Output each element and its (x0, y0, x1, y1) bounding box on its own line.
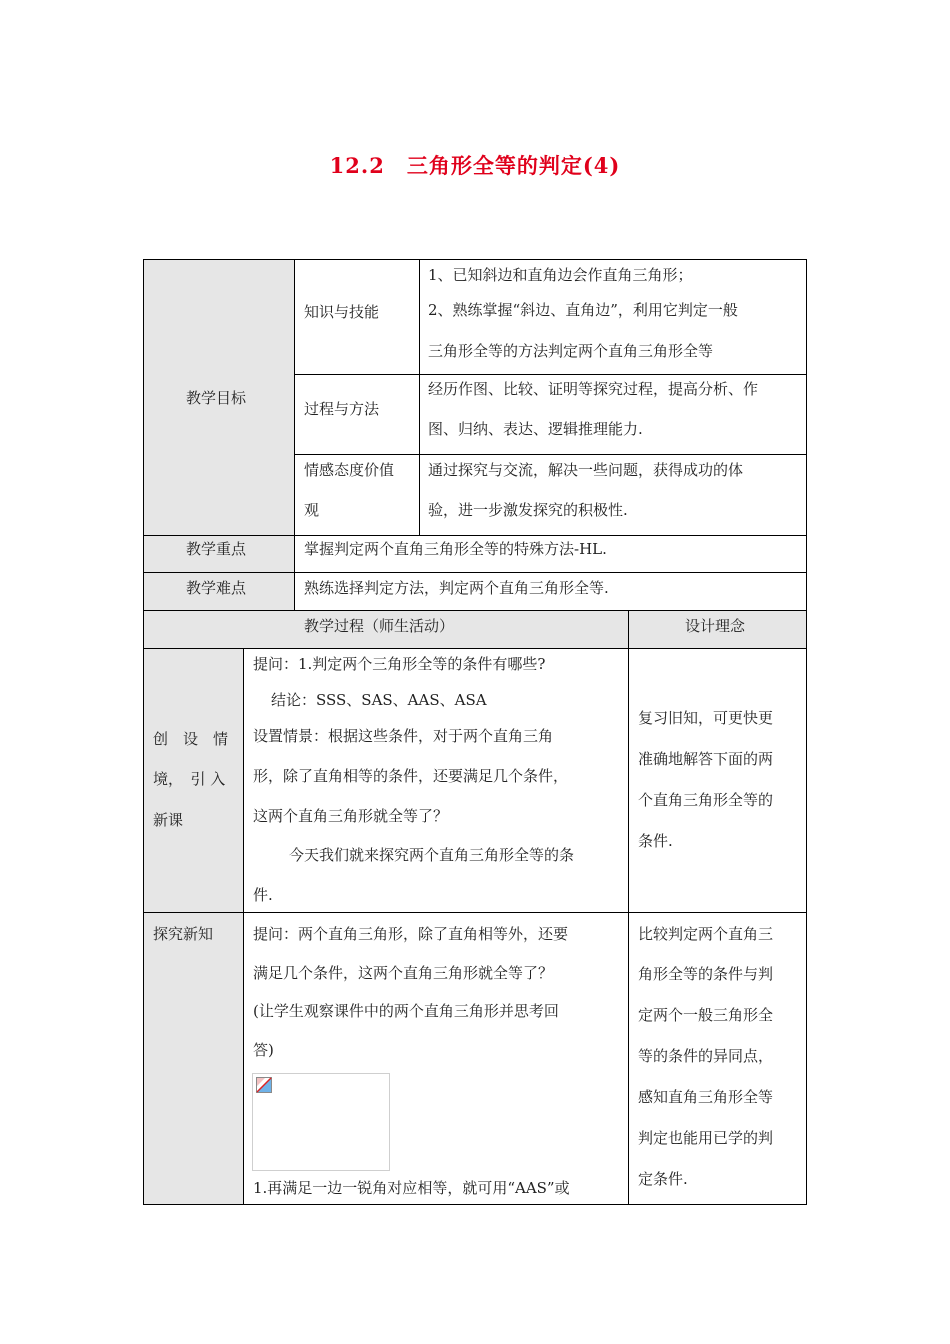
key-point-text: 掌握判定两个直角三角形全等的特殊方法-HL. (304, 540, 607, 558)
section2-design-line-6: 判定也能用已学的判 (638, 1129, 774, 1147)
knowledge-label: 知识与技能 (304, 303, 380, 321)
section1-design-line-1: 复习旧知，可更快更 (638, 709, 774, 727)
broken-image-icon (256, 1077, 272, 1093)
process-label: 过程与方法 (304, 400, 380, 418)
broken-image-placeholder (252, 1073, 390, 1171)
difficulty-text: 熟练选择判定方法，判定两个直角三角形全等. (304, 579, 609, 597)
title-number: 12.2 (329, 153, 385, 178)
section2-line-4: 答) (253, 1041, 274, 1059)
section1-design-line-4: 条件. (638, 832, 673, 850)
section2-design-line-5: 感知直角三角形全等 (638, 1088, 774, 1106)
section1-line-7: 件. (253, 886, 273, 904)
knowledge-line-3: 三角形全等的方法判定两个直角三角形全等 (428, 342, 714, 360)
process-header-left: 教学过程（师生活动） (304, 617, 455, 635)
section2-label-cell (143, 912, 244, 1204)
section1-label-line-2: 境， 引 入 (153, 770, 226, 788)
section2-line-5: 1.再满足一边一锐角对应相等，就可用“AAS”或 (253, 1179, 570, 1197)
section1-design-line-3: 个直角三角形全等的 (638, 791, 774, 809)
section1-label-line-3: 新课 (153, 811, 184, 829)
section2-design-line-1: 比较判定两个直角三 (638, 925, 774, 943)
title-text: 三角形全等的判定(4) (406, 153, 621, 178)
knowledge-line-1: 1、已知斜边和直角边会作直角三角形； (428, 266, 693, 284)
process-header-right: 设计理念 (685, 617, 746, 635)
section1-line-5: 这两个直角三角形就全等了？ (253, 807, 449, 825)
section1-design-line-2: 准确地解答下面的两 (638, 750, 774, 768)
section2-design-line-2: 角形全等的条件与判 (638, 965, 774, 983)
emotion-line-2: 验，进一步激发探究的积极性. (428, 501, 628, 519)
section2-design-line-3: 定两个一般三角形全 (638, 1006, 774, 1024)
section1-line-4: 形，除了直角相等的条件，还要满足几个条件， (253, 767, 569, 785)
section2-line-3: (让学生观察课件中的两个直角三角形并思考回 (253, 1002, 559, 1020)
section1-label-line-1: 创 设 情 (153, 730, 229, 748)
emotion-line-1: 通过探究与交流，解决一些问题，获得成功的体 (428, 461, 744, 479)
key-point-label: 教学重点 (186, 540, 247, 558)
knowledge-line-2: 2、熟练掌握“斜边、直角边”，利用它判定一般 (428, 301, 738, 319)
section1-line-2: 结论：SSS、SAS、AAS、ASA (271, 691, 487, 709)
section1-line-6: 今天我们就来探究两个直角三角形全等的条 (289, 846, 575, 864)
emotion-label-line-2: 观 (304, 501, 320, 519)
difficulty-label: 教学难点 (186, 579, 247, 597)
process-line-1: 经历作图、比较、证明等探究过程，提高分析、作 (428, 380, 759, 398)
process-line-2: 图、归纳、表达、逻辑推理能力. (428, 420, 643, 438)
section2-design-line-4: 等的条件的异同点， (638, 1047, 774, 1065)
page-title (0, 150, 950, 180)
section2-label: 探究新知 (153, 925, 214, 943)
emotion-label-line-1: 情感态度价值 (304, 461, 395, 479)
section2-design-line-7: 定条件. (638, 1170, 688, 1188)
section1-line-3: 设置情景：根据这些条件，对于两个直角三角 (253, 727, 554, 745)
section2-line-1: 提问：两个直角三角形，除了直角相等外，还要 (253, 925, 569, 943)
objectives-label: 教学目标 (186, 389, 247, 407)
section1-line-1: 提问：1.判定两个三角形全等的条件有哪些? (253, 655, 546, 673)
section2-line-2: 满足几个条件，这两个直角三角形就全等了？ (253, 964, 554, 982)
